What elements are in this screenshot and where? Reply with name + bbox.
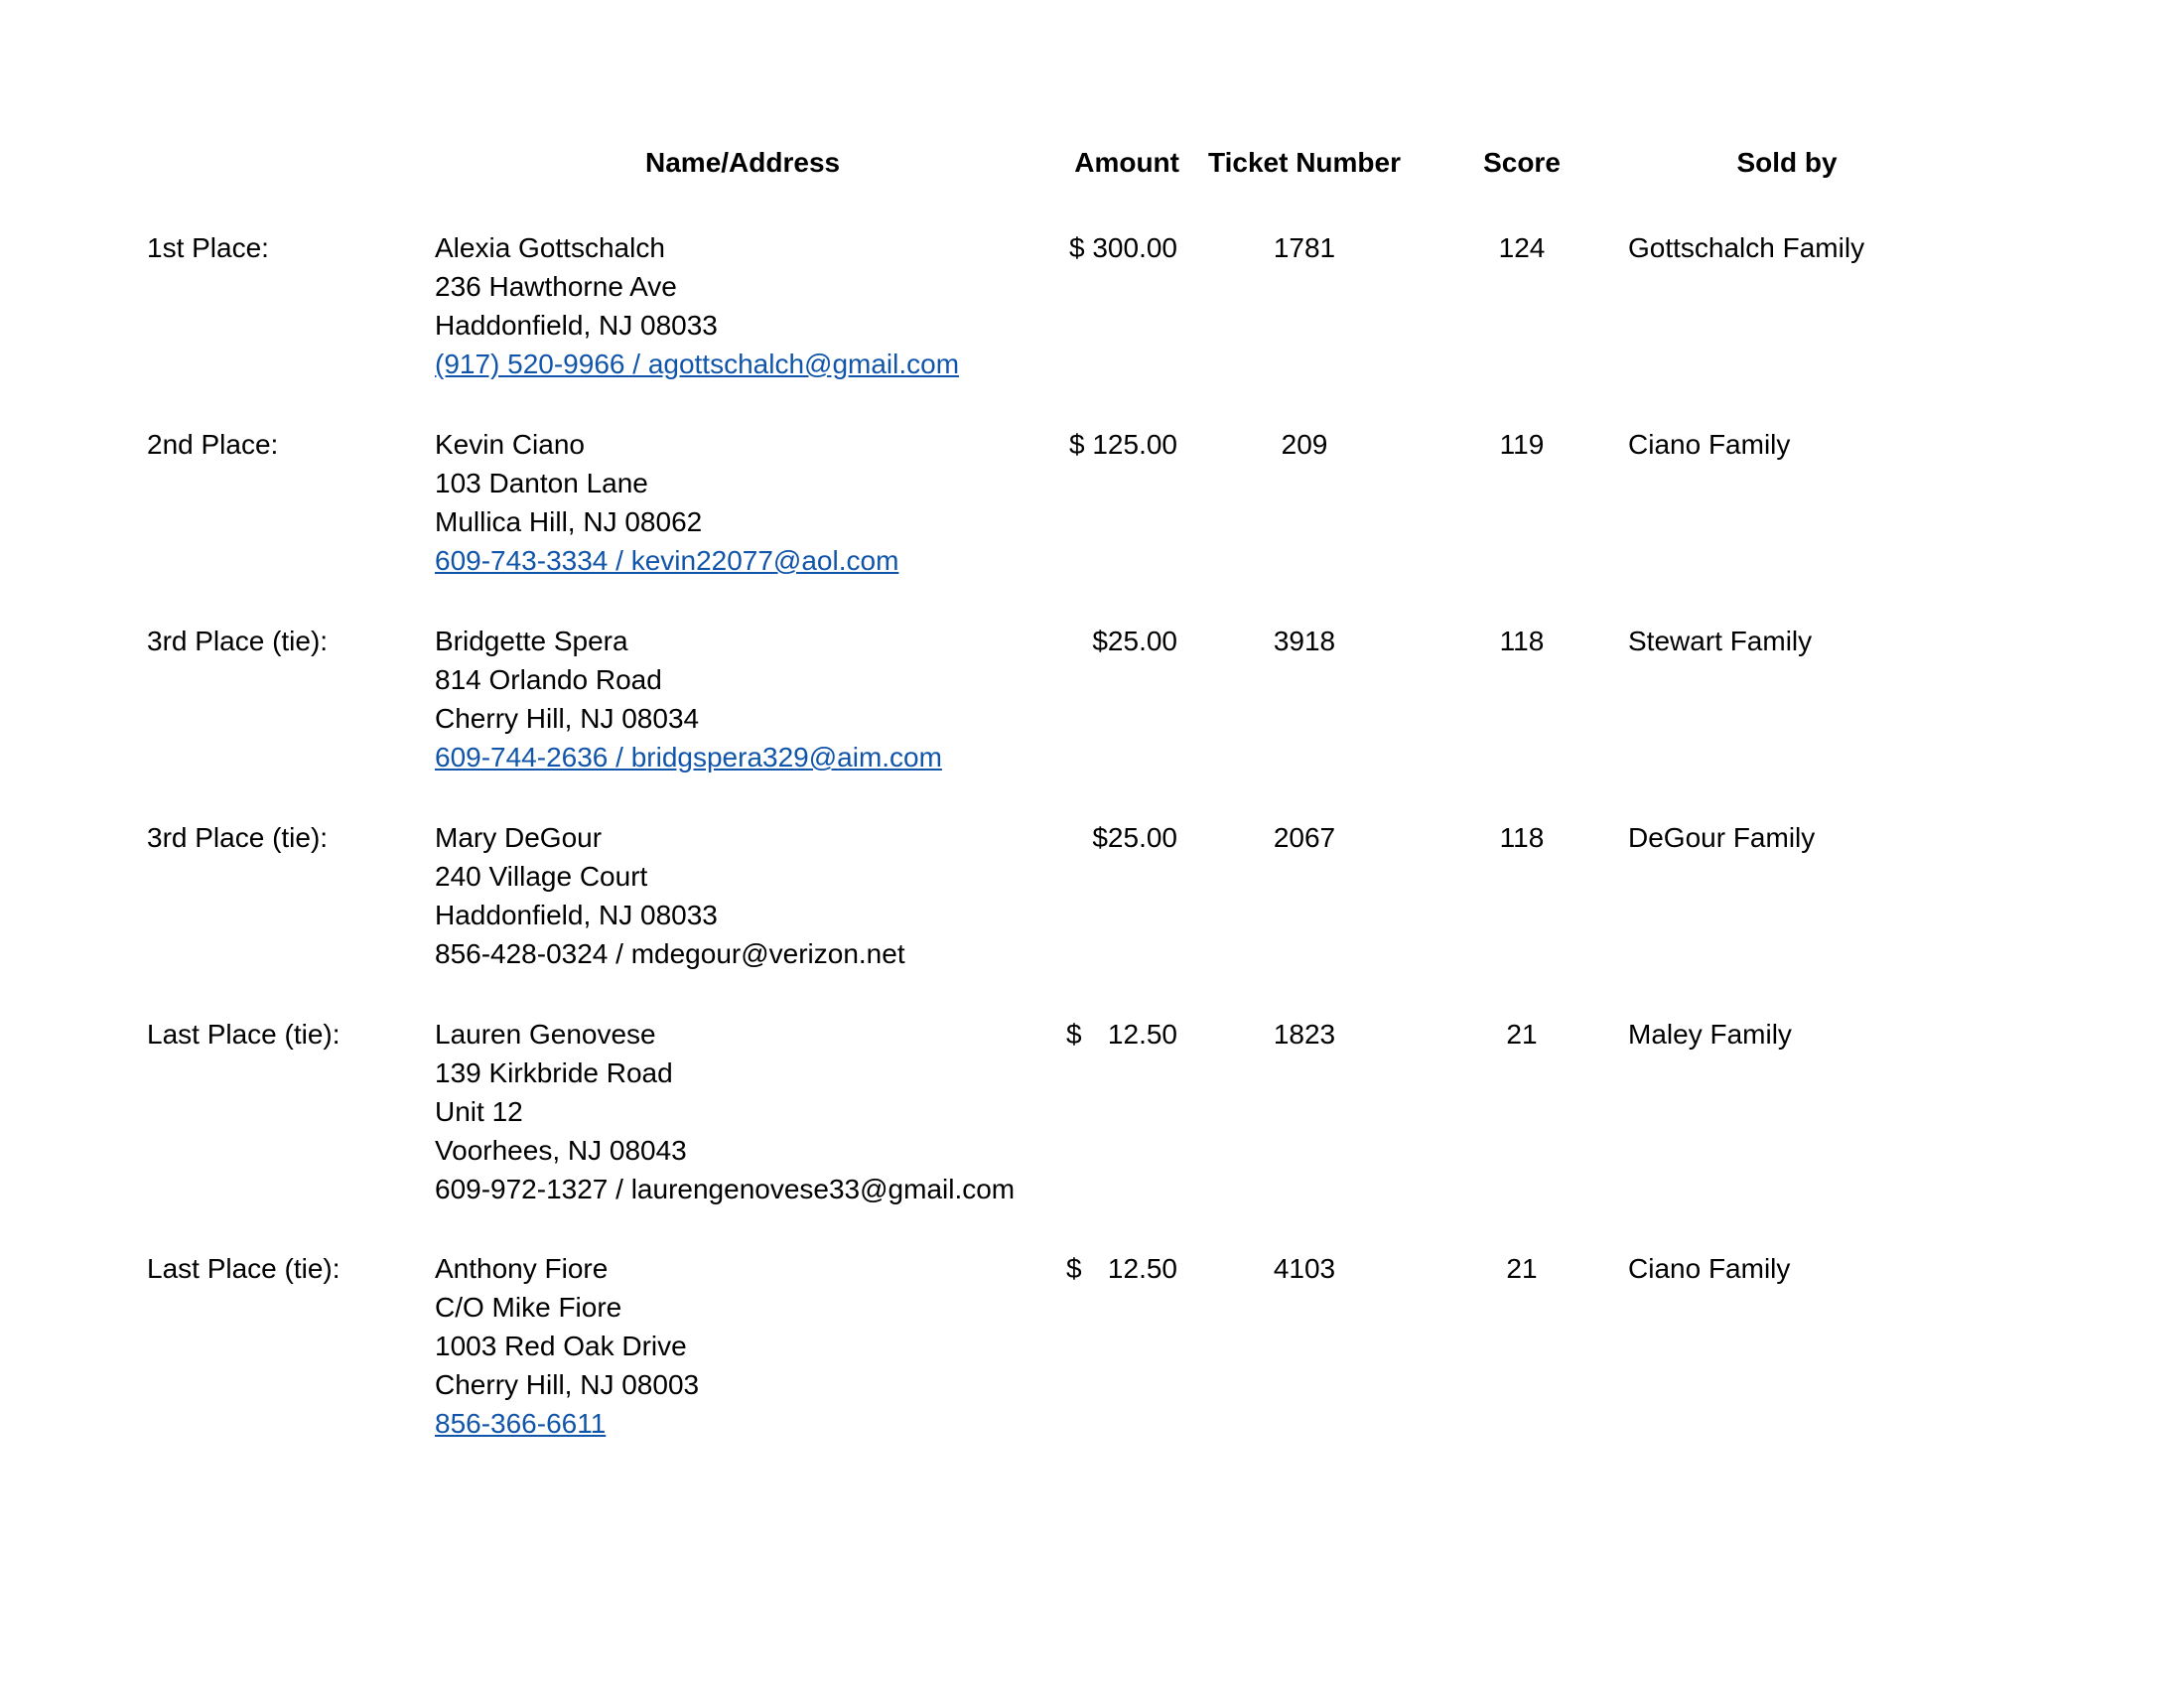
address-line: Cherry Hill, NJ 08034 <box>435 703 700 734</box>
contact-text: 856-428-0324 / mdegour@verizon.net <box>435 938 905 969</box>
name-address-block <box>435 818 905 973</box>
score-value: 119 <box>1499 429 1545 460</box>
amount-value: $ 125.00 <box>1069 429 1177 460</box>
place-label: 3rd Place (tie): <box>147 822 329 853</box>
amount-value: $ 300.00 <box>1069 232 1177 263</box>
header-name-address: Name/Address <box>645 147 841 178</box>
address-line: Cherry Hill, NJ 08003 <box>435 1369 700 1400</box>
winner-name: Kevin Ciano <box>435 429 585 460</box>
ticket-number: 209 <box>1281 429 1328 460</box>
address-line: Voorhees, NJ 08043 <box>435 1135 687 1166</box>
ticket-number: 2067 <box>1273 822 1336 853</box>
winner-name: Anthony Fiore <box>435 1253 609 1284</box>
name-address-block <box>435 425 898 580</box>
amount-value: $25.00 <box>1092 626 1177 656</box>
address-line: Haddonfield, NJ 08033 <box>435 900 718 930</box>
name-address-block <box>435 622 942 776</box>
score-value: 124 <box>1498 232 1546 263</box>
address-line: 814 Orlando Road <box>435 664 662 695</box>
name-address-block <box>435 228 959 383</box>
table-header <box>0 147 2184 191</box>
address-line: Haddonfield, NJ 08033 <box>435 310 718 341</box>
score-value: 118 <box>1499 626 1545 656</box>
address-line: 236 Hawthorne Ave <box>435 271 677 302</box>
contact-link[interactable]: 609-743-3334 / kevin22077@aol.com <box>435 545 899 576</box>
score-value: 21 <box>1506 1019 1538 1050</box>
address-line: 139 Kirkbride Road <box>435 1057 673 1088</box>
place-label: 3rd Place (tie): <box>147 626 329 656</box>
header-amount: Amount <box>1074 147 1179 178</box>
amount-value: $25.00 <box>1092 822 1177 853</box>
place-label: 1st Place: <box>147 232 269 263</box>
sold-by-value: Stewart Family <box>1628 626 1813 656</box>
place-label: 2nd Place: <box>147 429 279 460</box>
address-line: 103 Danton Lane <box>435 468 648 498</box>
sold-by-value: Ciano Family <box>1628 1253 1791 1284</box>
contact-link[interactable]: 609-744-2636 / bridgspera329@aim.com <box>435 742 942 773</box>
address-line: 240 Village Court <box>435 861 648 892</box>
sold-by-value: Gottschalch Family <box>1628 232 1865 263</box>
amount-value: 12.50 <box>1107 1019 1177 1050</box>
winner-name: Alexia Gottschalch <box>435 232 665 263</box>
sold-by-value: Maley Family <box>1628 1019 1792 1050</box>
contact-link[interactable]: (917) 520-9966 / agottschalch@gmail.com <box>435 349 960 379</box>
currency-symbol: $ <box>1066 1019 1082 1050</box>
address-line: 1003 Red Oak Drive <box>435 1331 687 1361</box>
header-score: Score <box>1483 147 1561 178</box>
name-address-block <box>435 1015 1015 1208</box>
ticket-number: 4103 <box>1273 1253 1336 1284</box>
amount-value: 12.50 <box>1107 1253 1177 1284</box>
place-label: Last Place (tie): <box>147 1019 341 1050</box>
sold-by-value: Ciano Family <box>1628 429 1791 460</box>
winner-name: Bridgette Spera <box>435 626 628 656</box>
currency-symbol: $ <box>1066 1253 1082 1284</box>
ticket-number: 3918 <box>1273 626 1336 656</box>
winner-name: Mary DeGour <box>435 822 603 853</box>
sold-by-value: DeGour Family <box>1628 822 1816 853</box>
score-value: 118 <box>1499 822 1545 853</box>
contact-text: 609-972-1327 / laurengenovese33@gmail.com <box>435 1174 1016 1204</box>
header-ticket-number: Ticket Number <box>1208 147 1401 178</box>
ticket-number: 1823 <box>1273 1019 1336 1050</box>
address-line: C/O Mike Fiore <box>435 1292 622 1323</box>
header-sold-by: Sold by <box>1736 147 1838 178</box>
address-line: Unit 12 <box>435 1096 523 1127</box>
name-address-block <box>435 1249 699 1443</box>
winner-name: Lauren Genovese <box>435 1019 656 1050</box>
score-value: 21 <box>1506 1253 1538 1284</box>
contact-link[interactable]: 856-366-6611 <box>435 1408 607 1439</box>
place-label: Last Place (tie): <box>147 1253 341 1284</box>
address-line: Mullica Hill, NJ 08062 <box>435 506 703 537</box>
ticket-number: 1781 <box>1273 232 1336 263</box>
